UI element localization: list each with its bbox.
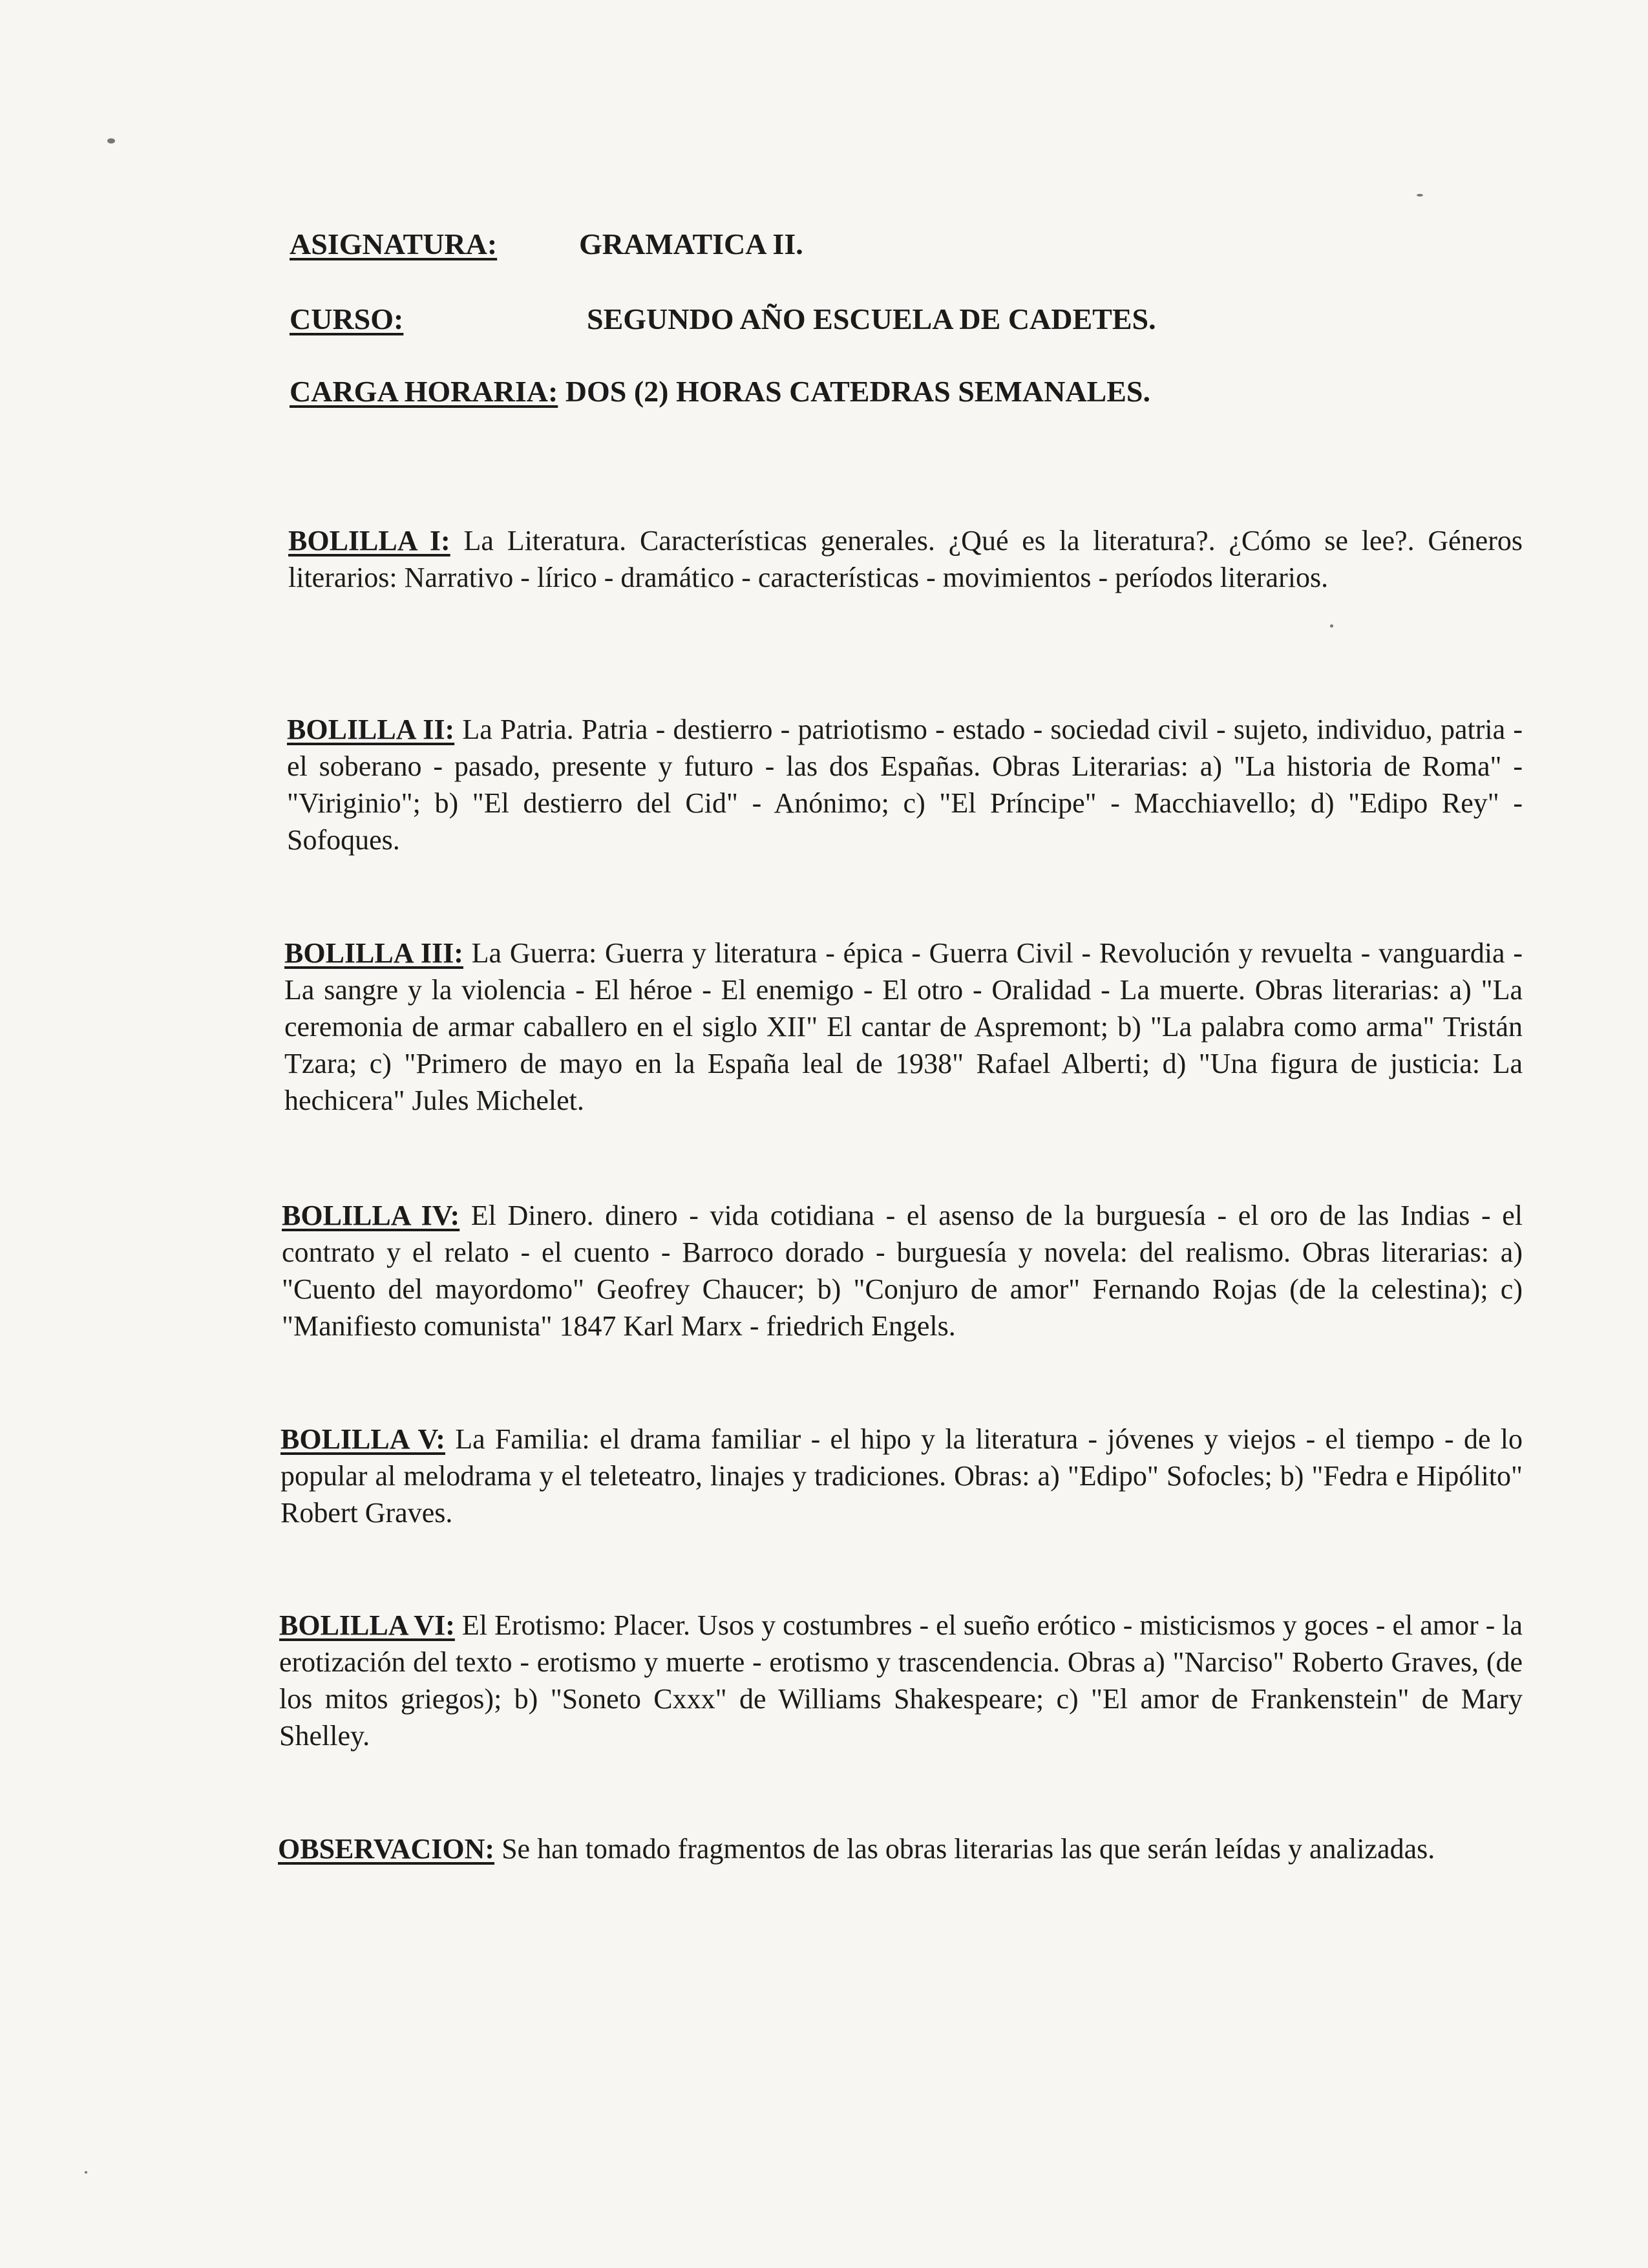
- bolilla-1: [288, 522, 1523, 596]
- bolilla-3: [284, 935, 1523, 1119]
- observacion-label: OBSERVACION:: [278, 1833, 495, 1865]
- carga-horaria-line: [290, 374, 1150, 410]
- scan-speck: [1417, 194, 1423, 196]
- scan-speck: [85, 2171, 87, 2174]
- bolilla-2-label: BOLILLA II:: [287, 714, 455, 745]
- bolilla-5-text: La Familia: el drama familiar - el hipo y la literatura - jóvenes y viejos - el tiempo - de lo popular al melodrama y el teleteatro, linajes y tradiciones. Obras: a) "Edipo" Sofocles; b) "Fedra e Hipólito" Robert Graves.: [280, 1423, 1523, 1529]
- bolilla-1-label: BOLILLA I:: [288, 525, 450, 556]
- asignatura-label: ASIGNATURA:: [290, 228, 498, 260]
- carga-horaria-value: DOS (2) HORAS CATEDRAS SEMANALES.: [565, 375, 1151, 408]
- bolilla-2: [287, 711, 1523, 858]
- asignatura-line: [290, 226, 803, 262]
- bolilla-4: [282, 1197, 1523, 1344]
- curso-value: SEGUNDO AÑO ESCUELA DE CADETES.: [587, 302, 1156, 335]
- bolilla-1-text: La Literatura. Características generales. ¿Qué es la literatura?. ¿Cómo se lee?. Géneros literarios: Narrativo - lírico - dramático - características - movimientos - períodos literarios.: [288, 525, 1523, 593]
- bolilla-5: [280, 1421, 1523, 1531]
- bolilla-6: [279, 1607, 1523, 1754]
- carga-horaria-label: CARGA HORARIA:: [290, 375, 558, 408]
- bolilla-6-label: BOLILLA VI:: [279, 1609, 455, 1641]
- bolilla-2-text: La Patria. Patria - destierro - patriotismo - estado - sociedad civil - sujeto, individuo, patria - el soberano - pasado, presente y futuro - las dos Españas. Obras Literarias: a) "La historia de Roma" - "Viriginio"; b) "El destierro del Cid" - Anónimo; c) "El Príncipe" - Macchiavello; d) "Edipo Rey" - Sofoques.: [287, 714, 1523, 856]
- bolilla-3-label: BOLILLA III:: [284, 937, 463, 969]
- curso-line: [290, 301, 1156, 337]
- scan-speck: [107, 138, 115, 143]
- bolilla-6-text: El Erotismo: Placer. Usos y costumbres - el sueño erótico - misticismos y goces - el amor - la erotización del texto - erotismo y muerte - erotismo y trascendencia. Obras a) "Narciso" Roberto Graves, (de los mitos griegos); b) "Soneto Cxxx" de Williams Shakespeare; c) "El amor de Frankenstein" de Mary Shelley.: [279, 1609, 1523, 1752]
- bolilla-4-label: BOLILLA IV:: [282, 1200, 460, 1231]
- observacion-text: Se han tomado fragmentos de las obras literarias las que serán leídas y analizadas.: [502, 1833, 1435, 1865]
- curso-label: CURSO:: [290, 302, 404, 335]
- bolilla-4-text: El Dinero. dinero - vida cotidiana - el asenso de la burguesía - el oro de las Indias - el contrato y el relato - el cuento - Barroco dorado - burguesía y novela: del realismo. Obras literarias: a) "Cuento del mayordomo" Geofrey Chaucer; b) "Conjuro de amor" Fernando Rojas (de la celestina); c) "Manifiesto comunista" 1847 Karl Marx - friedrich Engels.: [282, 1200, 1523, 1342]
- scan-speck: [1330, 624, 1333, 628]
- bolilla-3-text: La Guerra: Guerra y literatura - épica - Guerra Civil - Revolución y revuelta - vanguardia - La sangre y la violencia - El héroe - El enemigo - El otro - Oralidad - La muerte. Obras literarias: a) "La ceremonia de armar caballero en el siglo XII" El cantar de Aspremont; b) "La palabra como arma" Tristán Tzara; c) "Primero de mayo en la España leal de 1938" Rafael Alberti; d) "Una figura de justicia: La hechicera" Jules Michelet.: [284, 937, 1523, 1116]
- observacion: [278, 1830, 1523, 1867]
- bolilla-5-label: BOLILLA V:: [280, 1423, 445, 1455]
- asignatura-value: GRAMATICA II.: [579, 228, 803, 260]
